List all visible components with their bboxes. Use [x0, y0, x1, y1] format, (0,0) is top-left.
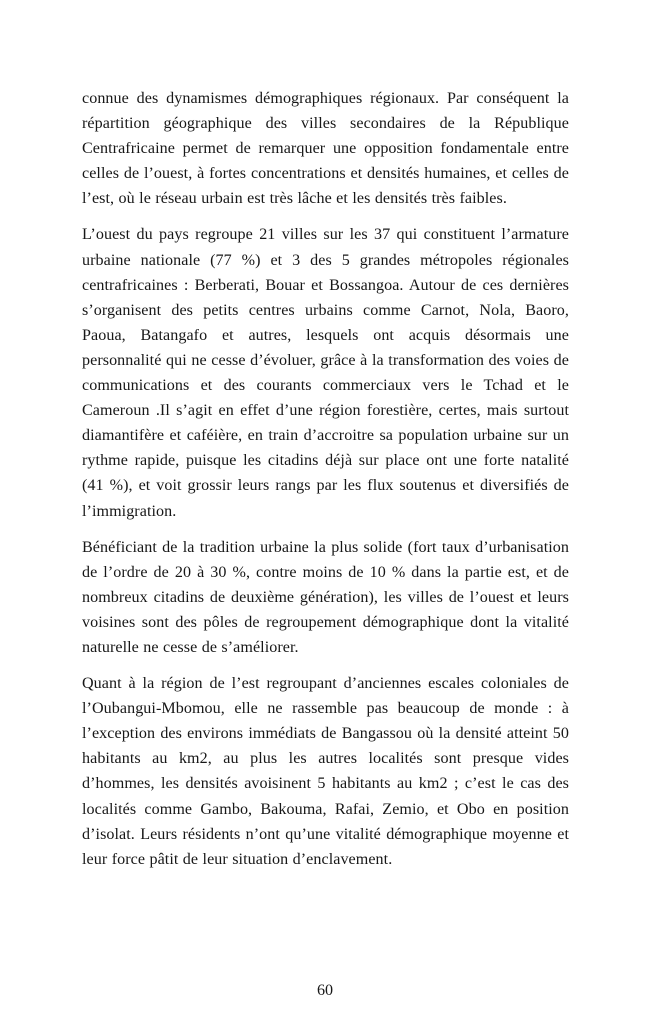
page-number: 60: [316, 982, 334, 999]
body-paragraph-2: L’ouest du pays regroupe 21 villes sur les 37 qui constituent l’armature urbaine nationale (77 %) et 3 des 5 grandes métropoles régionales centrafricaines : Berberati, Bouar et Bossangoa. Autour de ces dernières s’organisent des petits centres urbains comme Carnot, Nola, Baoro, Paoua, Batangafo et autres, lesquels ont acquis désormais une personnalité qui ne cesse d’évoluer, grâce à la transformation des voies de communications et des courants commerciaux vers le Tchad et le Cameroun .Il s’agit en effet d’une région forestière, certes, mais surtout diamantifère et caféière, en train d’accroitre sa population urbaine sur un rythme rapide, puisque les citadins déjà sur place ont une forte natalité (41 %), et voit grossir leurs rangs par les flux soutenus et diversifiés de l’immigration.: [82, 226, 569, 520]
body-text-column: [82, 86, 569, 872]
body-paragraph-4: Quant à la région de l’est regroupant d’anciennes escales coloniales de l’Oubangui-Mbomou, elle ne rassemble pas beaucoup de monde : à l’exception des environs immédiats de Bangassou où la densité atteint 50 habitants au km2, au plus les autres localités sont presque vides d’hommes, les densités avoisinent 5 habitants au km2 ; c’est le cas des localités comme Gambo, Bakouma, Rafai, Zemio, et Obo en position d’isolat. Leurs résidents n’ont qu’une vitalité démographique moyenne et leur force pâtit de leur situation d’enclavement.: [82, 675, 569, 868]
body-paragraph-3: Bénéficiant de la tradition urbaine la plus solide (fort taux d’urbanisation de l’ordre de 20 à 30 %, contre moins de 10 % dans la partie est, et de nombreux citadins de deuxième génération), les villes de l’ouest et leurs voisines sont des pôles de regroupement démographique dont la vitalité naturelle ne cesse de s’améliorer.: [82, 538, 569, 656]
body-paragraph-1: connue des dynamismes démographiques régionaux. Par conséquent la répartition géographique des villes secondaires de la République Centrafricaine permet de remarquer une opposition fondamentale entre celles de l’ouest, à fortes concentrations et densités humaines, et celles de l’est, où le réseau urbain est très lâche et les densités très faibles.: [82, 90, 569, 208]
